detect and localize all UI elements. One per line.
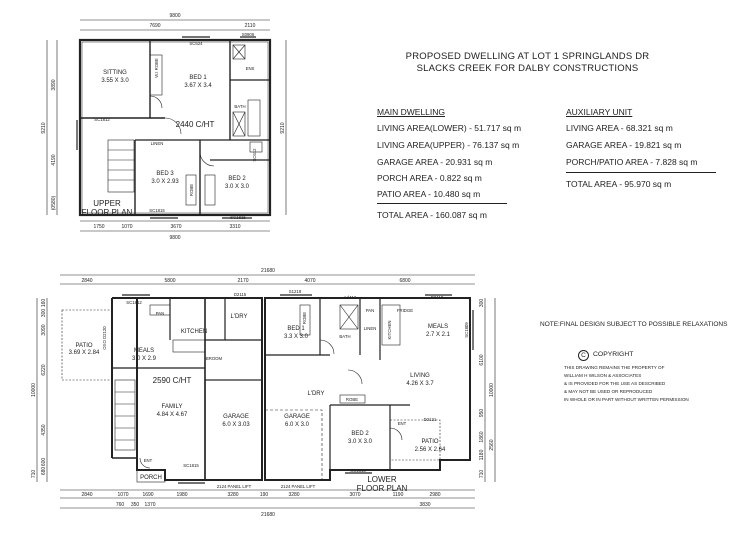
lower-dim-bottom-c: 1690 xyxy=(142,492,154,498)
design-note: NOTE:FINAL DESIGN SUBJECT TO POSSIBLE RELAXATIONS xyxy=(540,321,728,328)
lower-dim-right-g: 950 xyxy=(479,408,485,418)
auxiliary-unit-item: LIVING AREA - 68.321 sq m xyxy=(566,123,673,133)
lower-panel-lift-2: 2124 PANEL LIFT xyxy=(280,484,316,489)
main-dwelling-item: LIVING AREA(UPPER) - 76.137 sq m xyxy=(377,140,520,150)
lower-dim-bottom-j: 2980 xyxy=(429,492,441,498)
upper-wi-robe-label: W.I ROBE xyxy=(154,58,159,78)
lower-room-patio-right: PATIO xyxy=(421,439,439,445)
lower-kitchen-bench xyxy=(173,340,205,352)
upper-dim-b: 2110 xyxy=(244,23,256,29)
upper-dim-left-a: 3890 xyxy=(51,79,57,91)
lower-window-code-d2121: D2121 xyxy=(423,417,437,422)
lower-window-code-sc1812: SC1812 xyxy=(126,300,142,305)
drawing-title-line-2: SLACKS CREEK FOR DALBY CONSTRUCTIONS xyxy=(416,63,639,74)
upper-robe-label: ROBE xyxy=(189,183,194,197)
lower-panel-lift-1: 2124 PANEL LIFT xyxy=(216,484,252,489)
lower-dim-left-e: 160 xyxy=(41,298,47,308)
door-swing xyxy=(150,96,162,108)
lower-dim-right-c: 1860 xyxy=(479,431,485,443)
lower-plan-title-1: LOWER xyxy=(367,475,397,484)
lower-linen-label: LINEN xyxy=(363,326,377,331)
lower-dim-bottom-k: 760 xyxy=(115,502,125,508)
lower-dim-top-b: 5800 xyxy=(164,278,176,284)
upper-room-bed2-size: 3.0 X 3.0 xyxy=(224,184,250,190)
upper-dim-left-b: 4190 xyxy=(51,154,57,166)
lower-dim-top-total: 21680 xyxy=(261,268,275,274)
lower-room-garage-right: GARAGE xyxy=(284,414,310,420)
lower-dim-top-e: 6800 xyxy=(399,278,411,284)
door-swing xyxy=(390,428,402,440)
upper-dim-bottom-c: 3670 xyxy=(170,224,182,230)
lower-room-meals-right-size: 2.7 X 2.1 xyxy=(425,332,451,338)
upper-window-code-top2: S0906 xyxy=(241,32,255,37)
lower-pan-label-left: PAN xyxy=(155,311,165,316)
lower-window-code-d2118: D2118 xyxy=(430,295,444,300)
upper-plan-title-1: UPPER xyxy=(93,199,121,208)
lower-room-patio-left-size: 3.69 X 2.84 xyxy=(68,350,100,356)
lower-garage-right xyxy=(265,410,322,480)
upper-room-bed1: BED 1 xyxy=(189,75,207,81)
lower-window-code-d2115: D2115 xyxy=(233,292,247,297)
lower-room-patio-left: PATIO xyxy=(75,343,93,349)
lower-window-code-sc1815a: SC1815 xyxy=(183,463,199,468)
door-swing xyxy=(200,152,214,166)
upper-room-sitting: SITTING xyxy=(103,70,127,76)
auxiliary-unit-heading: AUXILIARY UNIT xyxy=(566,107,633,117)
auxiliary-unit-item: PORCH/PATIO AREA - 7.828 sq m xyxy=(566,157,698,167)
lower-room-meals-left: MEALS xyxy=(133,348,155,354)
main-dwelling-item: GARAGE AREA - 20.931 sq m xyxy=(377,157,493,167)
upper-window-code-top1: SC624 xyxy=(189,41,203,46)
lower-dim-left-d: 3090 xyxy=(41,324,47,336)
main-dwelling-item: PATIO AREA - 10.480 sq m xyxy=(377,189,481,199)
upper-dim-bottom-b: 1070 xyxy=(121,224,133,230)
lower-dim-left-f: 300 xyxy=(41,308,47,318)
lower-room-living: LIVING xyxy=(410,373,430,379)
lower-room-garage-right-size: 6.0 X 3.0 xyxy=(284,422,310,428)
lower-dim-bottom-e: 3280 xyxy=(227,492,239,498)
lower-ent-left: ENT xyxy=(143,458,153,463)
upper-ceiling-height: 2440 C/HT xyxy=(175,120,215,129)
copyright-icon: C xyxy=(578,350,589,361)
lower-room-kitchen-left: KITCHEN xyxy=(180,329,208,335)
lower-pan-label-right: PAN xyxy=(365,308,375,313)
lower-dim-right-f: 710 xyxy=(479,469,485,479)
lower-room-bed1: BED 1 xyxy=(287,326,305,332)
lower-room-bed2-size: 3.0 X 3.0 xyxy=(347,439,373,445)
lower-dim-bottom-total: 21680 xyxy=(261,512,275,518)
lower-window-code-s1218: S1218 xyxy=(288,289,302,294)
upper-room-bed2: BED 2 xyxy=(228,176,246,182)
lower-dim-bottom-h: 3070 xyxy=(349,492,361,498)
lower-dim-bottom-l: 350 xyxy=(130,502,140,508)
lower-ceiling-height: 2590 C/HT xyxy=(152,376,192,385)
upper-plan-title-2: FLOOR PLAN xyxy=(81,208,133,217)
lower-room-patio-right-size: 2.56 X 2.64 xyxy=(414,447,446,453)
auxiliary-unit-total-rule xyxy=(566,172,716,173)
lower-dim-left-g: 600 xyxy=(41,457,47,467)
lower-room-garage-left: GARAGE xyxy=(223,414,249,420)
lower-fridge-label: FRIDGE xyxy=(396,308,414,313)
lower-dim-bottom-b: 1070 xyxy=(117,492,129,498)
lower-plan-title-2: FLOOR PLAN xyxy=(356,484,408,493)
lower-dim-bottom-m: 1370 xyxy=(144,502,156,508)
lower-broom-label: BROOM xyxy=(205,356,223,361)
copyright-line: IN WHOLE OR IN PART WITHOUT WRITTEN PERMISSION xyxy=(564,397,689,402)
upper-dim-a: 7690 xyxy=(149,23,161,29)
lower-dim-left-b: 6220 xyxy=(41,364,47,376)
main-dwelling-item: LIVING AREA(LOWER) - 51.717 sq m xyxy=(377,123,522,133)
lower-dim-right-d: 1180 xyxy=(479,449,485,461)
lower-dim-bottom-f: 190 xyxy=(259,492,269,498)
upper-dim-bottom-d: 3310 xyxy=(229,224,241,230)
lower-dim-right-a: 10000 xyxy=(489,383,495,397)
upper-dim-bottom-total: 9800 xyxy=(169,235,181,241)
upper-robe xyxy=(205,175,215,205)
lower-garage-left xyxy=(205,380,262,480)
copyright-line: WILLIAM H WILSON & ASSOCIATES xyxy=(564,373,642,378)
lower-dim-left-a: 10000 xyxy=(31,383,37,397)
lower-dim-top-a: 2840 xyxy=(81,278,93,284)
main-dwelling-item: PORCH AREA - 0.822 sq m xyxy=(377,173,482,183)
copyright-line: & IS PROVIDED FOR THE USE AS DESCRIBED xyxy=(564,381,666,386)
door-swing xyxy=(348,370,362,384)
lower-window-code-sc1815b: SC1815 xyxy=(350,468,366,473)
main-dwelling-heading: MAIN DWELLING xyxy=(377,107,446,117)
lower-dim-bottom-n: 3830 xyxy=(419,502,431,508)
lower-dim-top-d: 4070 xyxy=(304,278,316,284)
main-dwelling-total: TOTAL AREA - 160.087 sq m xyxy=(377,210,487,220)
lower-dim-bottom-d: 1980 xyxy=(176,492,188,498)
upper-room-bed1-size: 3.67 X 3.4 xyxy=(184,83,212,89)
lower-dim-bottom-a: 2840 xyxy=(81,492,93,498)
upper-dim-bottom-a: 1750 xyxy=(93,224,105,230)
lower-room-porch: PORCH xyxy=(140,475,162,481)
main-dwelling-total-rule xyxy=(377,203,507,204)
upper-room-ens: ENS xyxy=(245,66,255,71)
lower-ent-right: ENT xyxy=(397,421,407,426)
lower-window-code-left-vert: OXO D2120 xyxy=(102,326,107,350)
upper-dim-left-c: (0580) xyxy=(51,195,57,211)
lower-main-outline xyxy=(112,298,262,480)
lower-window-code-right-vert: SC1809 xyxy=(464,322,469,338)
lower-dim-left-h: 680 xyxy=(41,466,47,476)
upper-window-code-bottom1: SC1815 xyxy=(149,208,165,213)
upper-stair xyxy=(108,140,134,192)
lower-dim-right-e: 2560 xyxy=(489,439,495,451)
auxiliary-unit-total: TOTAL AREA - 95.970 sq m xyxy=(566,179,672,189)
upper-window-code-left: SC1812 xyxy=(94,117,110,122)
upper-linen-label: LINEN xyxy=(150,141,164,146)
auxiliary-unit-item: GARAGE AREA - 19.821 sq m xyxy=(566,140,682,150)
door-swing xyxy=(320,340,334,354)
lower-room-kitchen-right: KITCHEN xyxy=(387,320,392,340)
upper-bath-tub xyxy=(248,100,260,136)
lower-dim-left-i: 710 xyxy=(31,469,37,479)
upper-window-code-right: SC612 xyxy=(252,148,257,162)
upper-dim-right-total: 9210 xyxy=(280,122,286,134)
upper-window-code-bottom2: SC1815 xyxy=(230,215,246,220)
lower-room-meals-right: MEALS xyxy=(427,324,449,330)
lower-room-living-size: 4.26 X 3.7 xyxy=(406,381,434,387)
lower-room-bath: BATH xyxy=(339,334,351,339)
lower-robe-label-2: ROBE xyxy=(345,397,359,402)
lower-room-bed2: BED 2 xyxy=(351,431,369,437)
lower-room-family: FAMILY xyxy=(161,404,183,410)
upper-room-bed3-size: 3.0 X 2.93 xyxy=(151,179,179,185)
lower-dim-bottom-g: 3280 xyxy=(288,492,300,498)
lower-dim-right-h: 300 xyxy=(479,298,485,308)
drawing-title-line-1: PROPOSED DWELLING AT LOT 1 SPRINGLANDS DR xyxy=(405,51,650,62)
lower-dim-bottom-i: 1190 xyxy=(392,492,404,498)
lower-window-code-ad412: Ad412 xyxy=(343,295,357,300)
lower-room-garage-left-size: 6.0 X 3.03 xyxy=(222,422,250,428)
lower-dim-left-c: 4350 xyxy=(41,424,47,436)
copyright-heading: COPYRIGHT xyxy=(593,351,634,358)
upper-room-sitting-size: 3.55 X 3.0 xyxy=(101,78,129,84)
copyright-line: THIS DRAWING REMAINS THE PROPERTY OF xyxy=(564,365,665,370)
upper-dim-total: 9800 xyxy=(169,13,181,19)
lower-room-meals-left-size: 3.0 X 2.9 xyxy=(131,356,157,362)
upper-room-bath: BATH xyxy=(234,104,246,109)
lower-dim-top-c: 2170 xyxy=(237,278,249,284)
lower-robe-label: ROBE xyxy=(302,311,307,325)
lower-room-bed1-size: 3.3 X 3.0 xyxy=(283,334,309,340)
lower-dim-right-b: 6100 xyxy=(479,354,485,366)
lower-stair xyxy=(115,380,135,450)
lower-room-family-size: 4.84 X 4.67 xyxy=(156,412,188,418)
lower-room-ldry-right: L'DRY xyxy=(307,391,325,397)
copyright-line: & MAY NOT BE USED OR REPRODUCED xyxy=(564,389,653,394)
upper-dim-left-total: 9210 xyxy=(41,122,47,134)
upper-room-bed3: BED 3 xyxy=(156,171,174,177)
lower-room-ldry-left: L'DRY xyxy=(230,314,248,320)
